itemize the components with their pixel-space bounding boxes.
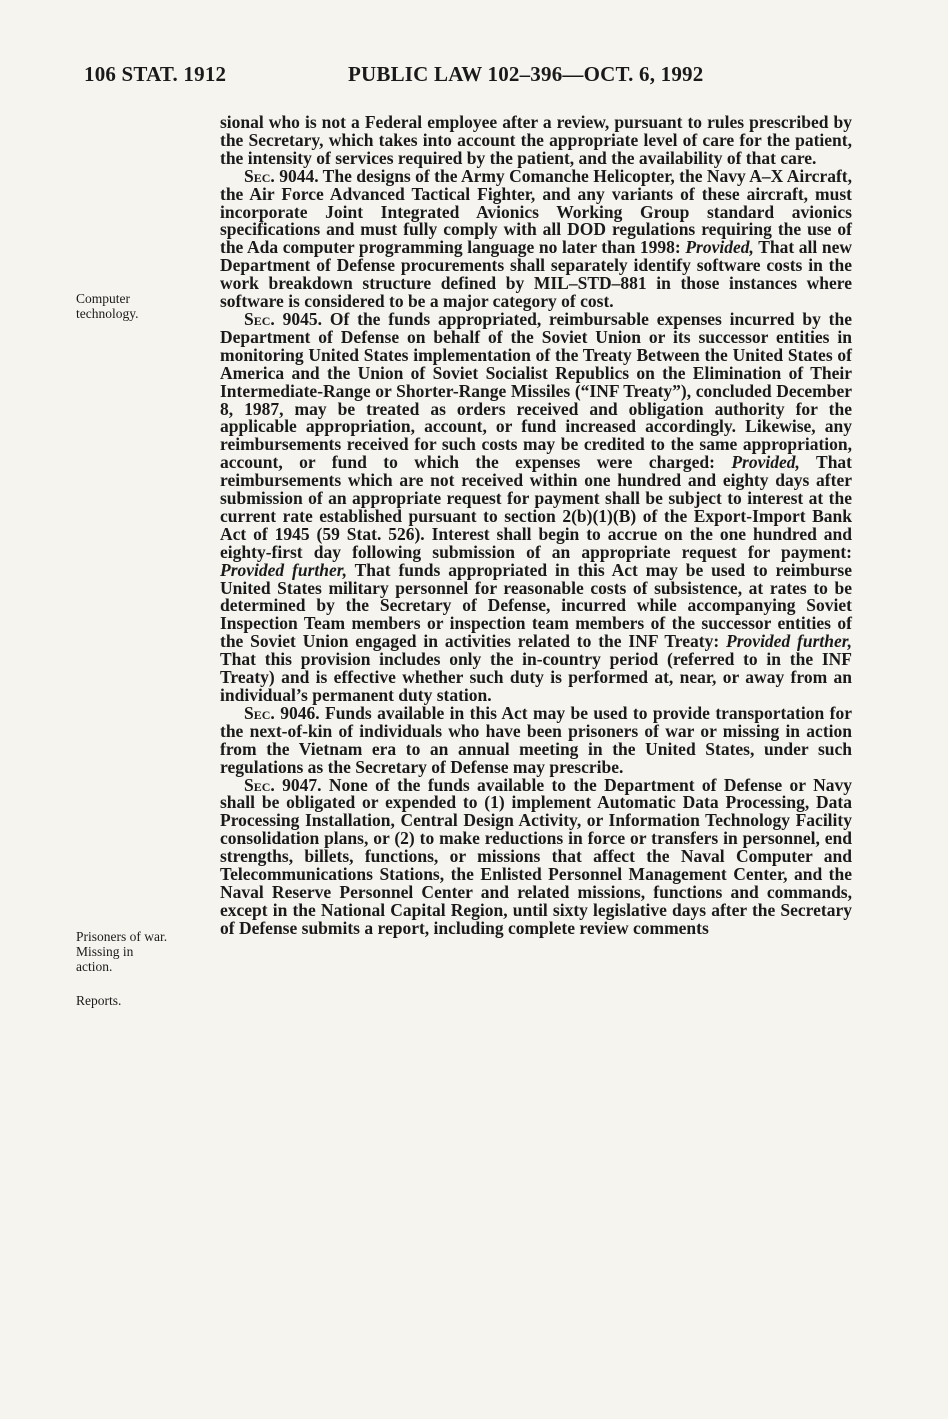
section-label: Sec. xyxy=(244,774,275,795)
proviso: Provided further, xyxy=(220,559,347,580)
margin-note-computer-technology xyxy=(76,291,206,321)
text-run: 9044. The designs of the Army Comanche Helicopter, the Navy A–X Aircraft, the Air Force Advanced Tactical Fighter, and any variants of these aircraft, must incorporate Joint Integrated Avionics Working Group standard avionics specifications and must fully comply with all DOD regulations requiring the use of the Ada computer programming language no later than 1998: xyxy=(220,165,852,258)
section-9045 xyxy=(220,308,853,705)
proviso: Provided, xyxy=(685,237,754,258)
page-header xyxy=(84,62,884,92)
law-title: PUBLIC LAW 102–396—OCT. 6, 1992 xyxy=(348,62,704,86)
margin-note-prisoners-of-war xyxy=(76,929,206,974)
margin-note-line: Computer xyxy=(76,291,130,306)
section-9046 xyxy=(220,702,852,777)
margin-note-line: action. xyxy=(76,959,113,974)
text-run: 9047. None of the funds available to the Department of Defense or Navy shall be obligated or expended to (1) implement Automatic Data Processing, Data Processing Installation, Central Design Activity, or Information Technology Facility consolidation plans, or (2) to make reductions in force or transfers in personnel, end strengths, billets, functions, or missions that affect the Naval Computer and Telecommunications Stations, the Enlisted Personnel Management Center, and the Naval Reserve Personnel Center and related missions, functions and commands, except in the National Capital Region, until sixty legislative days after the Secretary of Defense submits a report, including complete review comments xyxy=(220,774,852,938)
text-run: That reimbursements which are not received within one hundred and eighty days after submission of an appropriate request for payment shall be subject to interest at the current rate established pursuant to section 2(b)(1)(B) of the Export-Import Bank Act of 1945 (59 Stat. 526). Interest shall begin to accrue on the one hundred and eighty-first day following submission of an appropriate request for payment: xyxy=(220,452,852,562)
proviso: Provided, xyxy=(731,452,800,473)
margin-note-line: Missing in xyxy=(76,944,134,959)
section-label: Sec. xyxy=(244,308,275,329)
margin-note-line: technology. xyxy=(76,306,139,321)
section-9044 xyxy=(220,165,852,312)
margin-note-line: Prisoners of war. xyxy=(76,929,168,944)
text-run: That funds appropriated in this Act may be used to reimburse United States military personnel for reasonable costs of subsistence, at rates to be determined by the Secretary of Defense, incurred while accompanying Soviet Inspection Team members or inspection team members of the successor entities of the Soviet Union engaged in activities related to the INF Treaty: xyxy=(220,559,853,652)
proviso: Provided further, xyxy=(726,631,852,652)
section-9047 xyxy=(220,774,852,938)
text-run: sional who is not a Federal employee after a review, pursuant to rules prescribed by the Secretary, which takes into account the appropriate level of care for the patient, the intensity of services required by the patient, and the availability of that care. xyxy=(220,112,852,168)
margin-note-line: Reports. xyxy=(76,993,122,1008)
text-run: 9046. Funds available in this Act may be used to provide transportation for the next-of-kin of individuals who have been prisoners of war or missing in action from the Vietnam era to an annual meeting in the United States, under such regulations as the Secretary of Defense may prescribe. xyxy=(220,702,852,777)
text-run: That all new Department of Defense procurements shall separately identify software costs in the work breakdown structure defined by MIL–STD–881 in those instances where software is considered to be a major category of cost. xyxy=(220,237,852,312)
section-label: Sec. xyxy=(244,165,275,186)
page-number: 106 STAT. 1912 xyxy=(84,62,227,86)
section-label: Sec. xyxy=(244,702,275,723)
text-run: That this provision includes only the in-country period (referred to in the INF Treaty) and is effective whether such duty is performed at, near, or away from an individual’s permanent duty station. xyxy=(220,649,852,705)
statute-text xyxy=(220,114,852,938)
margin-note-reports xyxy=(76,993,206,1008)
paragraph-continuation xyxy=(220,114,852,168)
text-run: 9045. Of the funds appropriated, reimbursable expenses incurred by the Department of Defense on behalf of the Soviet Union or its successor entities in monitoring United States implementation of the Treaty Between the United States of America and the Union of Soviet Socialist Republics on the Elimination of Their Intermediate-Range or Shorter-Range Missiles (“INF Treaty”), concluded December 8, 1987, may be treated as orders received and obligation authority for the applicable appropriation, account, or fund increased accordingly. Likewise, any reimbursements received for such costs may be credited to the same appropriation, account, or fund to which the expenses were charged: xyxy=(220,308,852,473)
